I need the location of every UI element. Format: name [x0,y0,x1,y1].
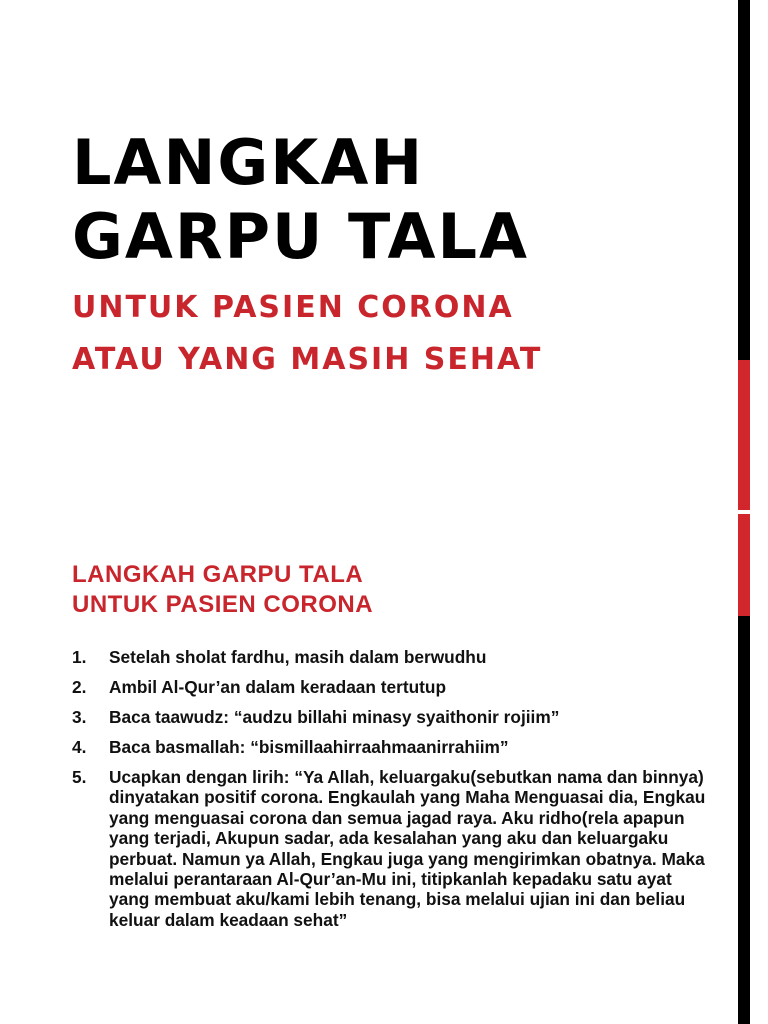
slide-title-line-1: LANGKAH [72,126,425,199]
list-item [72,707,712,727]
list-item [72,677,712,697]
slide-title [72,126,529,274]
sidebar-bar-red [738,360,750,510]
section-heading [72,560,373,620]
list-item [72,647,712,667]
step-number: 4. [72,737,87,757]
step-number: 5. [72,767,87,787]
step-text: Setelah sholat fardhu, masih dalam berwudhu [109,647,487,667]
slide-subtitle-line-2: ATAU YANG MASIH SEHAT [72,342,543,377]
sidebar-bar-bottom [738,616,750,1024]
slide-divider [0,512,738,514]
step-number: 3. [72,707,87,727]
slide-subtitle-line-1: UNTUK PASIEN CORONA [72,290,514,325]
steps-list [72,647,712,940]
slide-title-line-2: GARPU TALA [72,200,529,273]
step-text: Ucapkan dengan lirih: “Ya Allah, keluargaku(sebutkan nama dan binnya) dinyatakan positif corona. Engkaulah yang Maha Menguasai dia, Engkau yang menguasai corona dan semua jagad raya. Aku ridho(rela apapun yang terjadi, Akupun sadar, ada kesalahan yang aku dan keluargaku perbuat. Namun ya Allah, Engkau juga yang mengirimkan obatnya. Maka melalui perantaraan Al-Qur’an-Mu ini, titipkanlah kepadaku satu ayat yang membuat aku/kami lebih tenang, bisa melalui ujian ini dan beliau keluar dalam keadaan sehat” [109,767,706,930]
step-text: Baca taawudz: “audzu billahi minasy syaithonir rojiim” [109,707,560,727]
list-item [72,767,712,930]
step-text: Baca basmallah: “bismillaahirraahmaanirrahiim” [109,737,509,757]
section-heading-line-2: UNTUK PASIEN CORONA [72,591,374,618]
section-heading-line-1: LANGKAH GARPU TALA [72,561,364,588]
slide-subtitle [72,282,542,386]
step-text: Ambil Al-Qur’an dalam keradaan tertutup [109,677,447,697]
step-number: 1. [72,647,87,667]
list-item [72,737,712,757]
step-number: 2. [72,677,87,697]
sidebar-bar-red-lower [738,514,750,616]
sidebar-bar-top [738,0,750,360]
